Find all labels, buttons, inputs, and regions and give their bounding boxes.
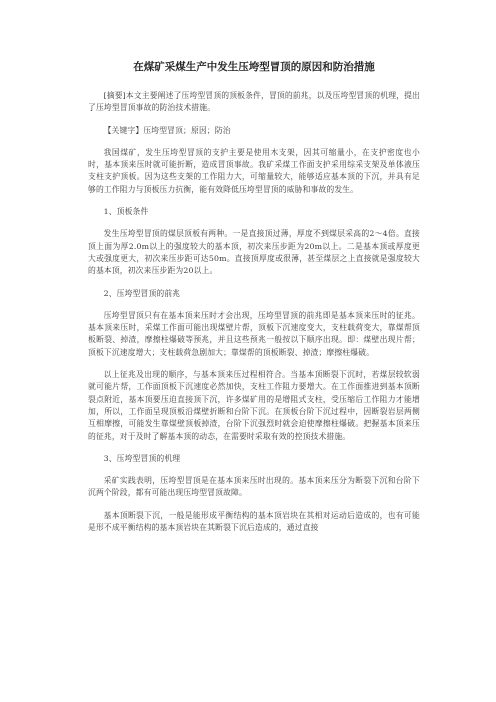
section-heading-1: 1、顶板条件 bbox=[103, 207, 149, 217]
section-3-paragraph-2: 基本顶断裂下沉，一般是能形成平衡结构的基本顶岩块在其相对运动后造成的，也有可能是形不成平衡结构的基本顶岩块在其断裂下沉后造成的，通过直接 bbox=[88, 510, 420, 533]
document-title: 在煤矿采煤生产中发生压垮型冒顶的原因和防治措施 bbox=[133, 61, 375, 73]
document-page bbox=[88, 60, 420, 534]
keywords-line: 【关键字】压垮型冒顶；原因；防治 bbox=[103, 125, 231, 135]
section-heading-2: 2、压垮型冒顶的前兆 bbox=[103, 288, 181, 298]
intro-paragraph: 我国煤矿，发生压垮型冒顶的支护主要是使用木支架，因其可缩量小，在支护密度也小时，基本顶来压时就可能折断，造成冒顶事故。我矿采煤工作面支护采用综采支架及单体液压支柱支护顶板。因为这些支架的工作阻力大，可缩量较大，能够适应基本顶的下沉，并具有足够的工作阻力与顶板压力抗衡，能有效降低压垮型冒顶的威胁和事故的发生。 bbox=[88, 147, 420, 194]
section-2-paragraph-1: 压垮型冒顶只有在基本顶来压时才会出现，压垮型冒顶的前兆即是基本顶来压时的征兆。基本顶来压时，采煤工作面可能出现煤壁片帮，顶板下沉速度变大，支柱载荷变大，靠煤帮顶板断裂、掉渣，摩擦柱爆破等预兆，并且这些预兆一般按以下顺序出现。即：煤壁出现片帮；顶板下沉速度增大；支柱载荷急剧加大；靠煤帮的顶板断裂、掉渣；摩擦柱爆破。 bbox=[88, 310, 420, 357]
section-2-paragraph-2: 以上征兆及出现的顺序，与基本顶来压过程相符合。当基本顶断裂下沉时，若煤层较软弱就可能片帮，工作面顶板下沉速度必然加快，支柱工作阻力要增大。在工作面推进到基本顶断裂点附近，基本顶要压迫直接顶下沉，许多煤矿用的是增阻式支柱，受压缩后工作阻力才能增加，所以，工作面呈现顶板沿煤壁折断和台阶下沉。在顶板台阶下沉过程中，因断裂岩层两侧互相摩擦，可能发生靠煤壁顶板掉渣，台阶下沉强烈时就会迫使摩擦柱爆破。把握基本顶来压的征兆，对于及时了解基本顶的动态，在需要时采取有效的控顶技术措施。 bbox=[88, 370, 420, 441]
section-1-paragraph: 发生压垮型冒顶的煤层顶板有两种。一是直接顶过薄，厚度不到煤层采高的2～4倍。直接顶上面为厚2.0m以上的强度较大的基本顶，初次来压步距为20m以上。二是基本顶或厚度更大或强度更大，初次来压步距可达50m。直接顶厚度或很薄，甚至煤层之上直接就是强度较大的基本顶，初次来压步距为20以上。 bbox=[88, 229, 420, 276]
section-heading-3: 3、压垮型冒顶的机理 bbox=[103, 453, 181, 463]
section-3-paragraph-1: 采矿实践表明，压垮型冒顶是在基本顶来压时出现的。基本顶来压分为断裂下沉和台阶下沉两个阶段，都有可能出现压垮型冒顶故障。 bbox=[88, 476, 420, 498]
abstract-paragraph: [摘要]本文主要阐述了压垮型冒顶的顶板条件，冒顶的前兆，以及压垮型冒顶的机理，提出了压垮型冒顶事故的防治技术措施。 bbox=[88, 91, 420, 113]
